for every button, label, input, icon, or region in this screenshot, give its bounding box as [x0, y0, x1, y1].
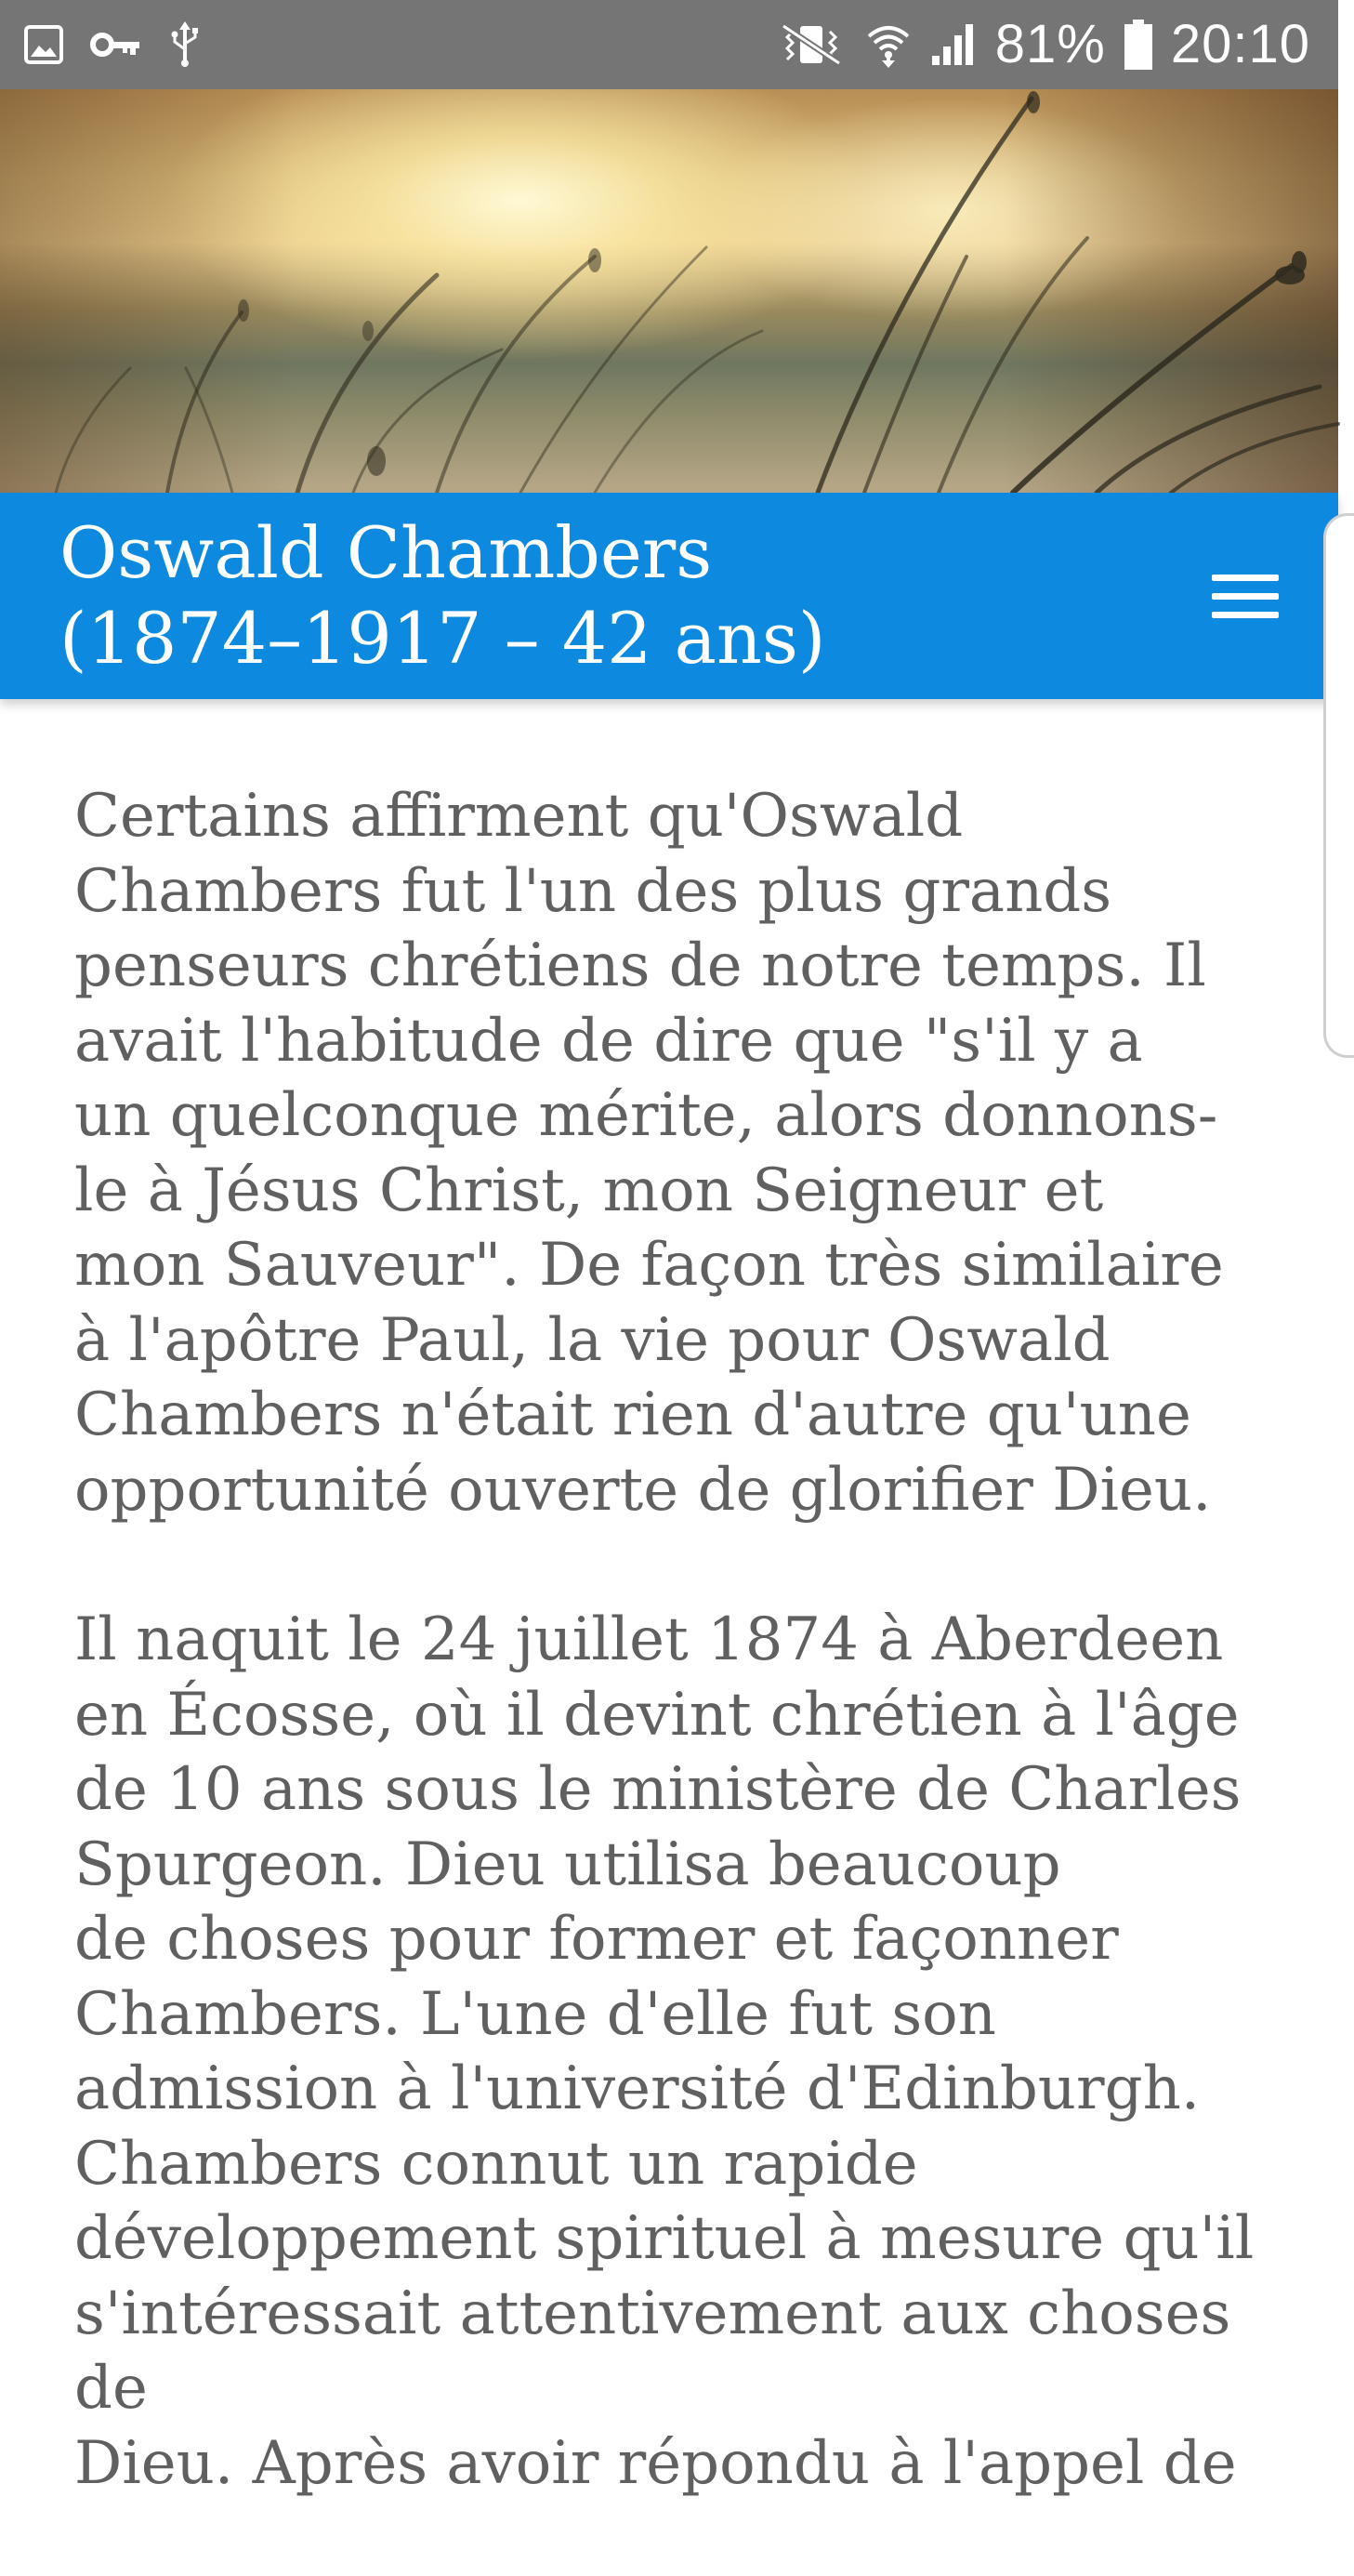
- vibrate-icon: [776, 20, 847, 69]
- article-paragraph-1: Certains affirment qu'Oswald Chambers fut l'un des plus grands penseurs chrétiens de notre temps. Il avait l'habitude de dire que "s'il y a un quelconque mérite, alors donnons- le à Jésus Christ, mon Seigneur et mon Sauveur". De façon très similaire à l'apôtre Paul, la vie pour Oswald Chambers n'était rien d'autre qu'une opportunité ouverte de glorifier Dieu.: [74, 782, 1224, 1525]
- image-icon: [22, 23, 65, 66]
- hero-image: [0, 89, 1338, 493]
- wifi-icon: [865, 21, 912, 68]
- article-body: [74, 779, 1255, 2576]
- clock: 20:10: [1170, 14, 1310, 74]
- page-title-name: Oswald Chambers: [59, 511, 713, 594]
- status-left-icons: [22, 0, 201, 89]
- key-icon: [89, 26, 145, 63]
- grass-silhouette: [0, 89, 1338, 493]
- article-paragraph-2: Il naquit le 24 juillet 1874 à Aberdeen en Écosse, où il devint chrétien à l'âge de 10 ans sous le ministère de Charles Spurgeon. Dieu utilisa beaucoup de choses pour former et façonner Chambers. L'une d'elle fut son admission à l'université d'Edinburgh. Chambers connut un rapide développement spirituel à mesure qu'il s'intéressait attentivement aux choses de Dieu. Après avoir répondu à l'appel de: [74, 1605, 1255, 2498]
- usb-icon: [169, 21, 201, 68]
- page-title: [59, 493, 826, 699]
- status-bar: [0, 0, 1338, 89]
- status-right-icons: [776, 0, 1310, 89]
- battery-percent: 81%: [994, 14, 1106, 74]
- side-drawer-handle[interactable]: [1323, 513, 1354, 1058]
- signal-icon: [930, 22, 977, 67]
- header-bar: [0, 493, 1338, 699]
- battery-icon: [1124, 20, 1152, 70]
- hamburger-menu-icon[interactable]: [1201, 555, 1290, 637]
- page-title-dates: (1874–1917 – 42 ans): [59, 597, 826, 680]
